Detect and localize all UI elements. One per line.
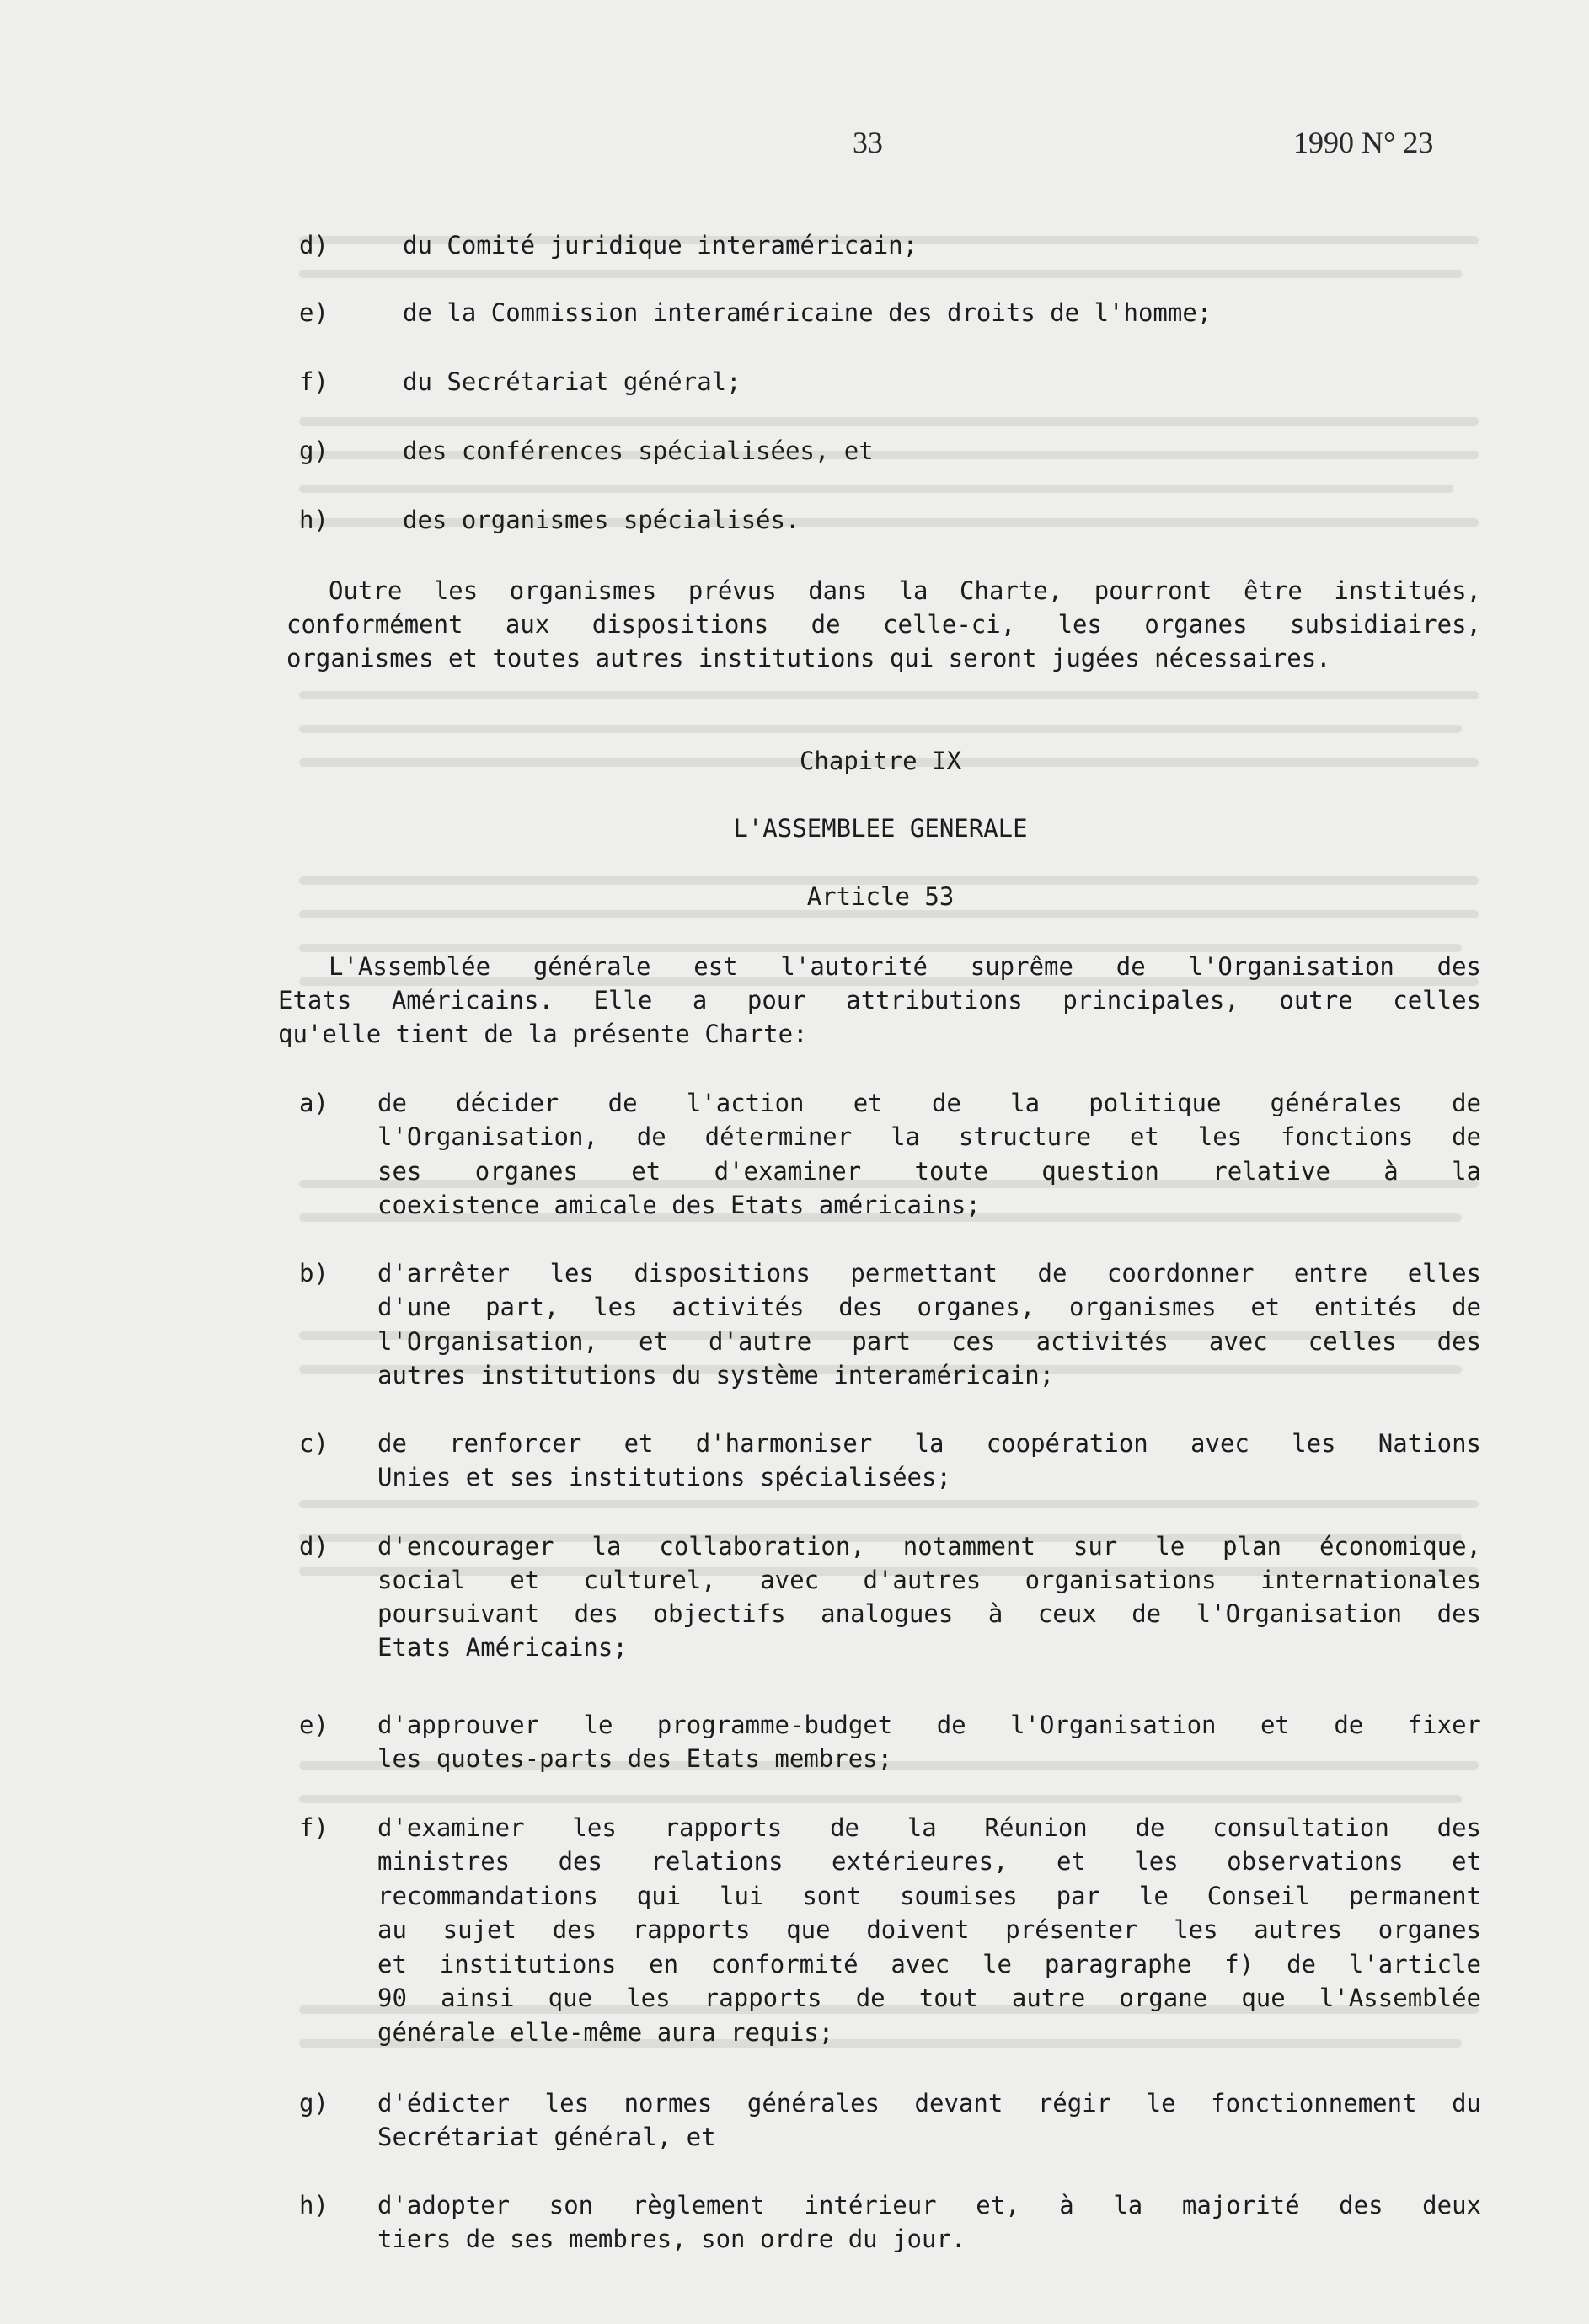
item-line: d'approuver le programme-budget de l'Organisation et de fixer	[377, 1711, 1481, 1739]
item-line: d'examiner les rapports de la Réunion de consultation des	[377, 1813, 1481, 1842]
item-line: recommandations qui lui sont soumises par le Conseil permanent	[377, 1882, 1481, 1910]
item-line: ses organes et d'examiner toute question relative à la	[377, 1157, 1481, 1186]
chapter-title: L'ASSEMBLEE GENERALE	[733, 814, 1028, 843]
item-line: d'une part, les activités des organes, organismes et entités de	[377, 1293, 1481, 1321]
item-label: b)	[299, 1259, 329, 1288]
item-label: f)	[299, 1813, 329, 1842]
chapter-number: Chapitre IX	[799, 747, 962, 775]
item-line: de renforcer et d'harmoniser la coopération avec les Nations	[377, 1429, 1481, 1458]
item-line: Secrétariat général, et	[377, 2123, 716, 2151]
item-line: autres institutions du système interaméricain;	[377, 1361, 1055, 1390]
list-label: g)	[299, 436, 329, 465]
item-label: a)	[299, 1089, 329, 1117]
article-heading: Article 53	[806, 882, 955, 911]
list-label: h)	[299, 506, 329, 534]
list-item-text: des conférences spécialisées, et	[403, 436, 874, 465]
item-line: 90 ainsi que les rapports de tout autre organe que l'Assemblée	[377, 1984, 1481, 2012]
item-line: et institutions en conformité avec le paragraphe f) de l'article	[377, 1950, 1481, 1979]
item-label: c)	[299, 1429, 329, 1458]
item-line: poursuivant des objectifs analogues à ceux de l'Organisation des	[377, 1599, 1481, 1628]
item-line: au sujet des rapports que doivent présenter les autres organes	[377, 1915, 1481, 1944]
item-label: d)	[299, 1532, 329, 1561]
item-label: h)	[299, 2191, 329, 2220]
item-line: Unies et ses institutions spécialisées;	[377, 1463, 951, 1491]
paragraph-line: qu'elle tient de la présente Charte:	[278, 1020, 808, 1048]
item-line: Etats Américains;	[377, 1633, 628, 1662]
item-line: coexistence amicale des Etats américains;	[377, 1191, 981, 1219]
item-line: social et culturel, avec d'autres organisations internationales	[377, 1566, 1481, 1594]
item-line: générale elle-même aura requis;	[377, 2018, 834, 2047]
item-line: les quotes-parts des Etats membres;	[377, 1744, 893, 1773]
item-line: d'adopter son règlement intérieur et, à la majorité des deux	[377, 2191, 1481, 2220]
list-label: d)	[299, 231, 329, 260]
item-line: ministres des relations extérieures, et les observations et	[377, 1847, 1481, 1876]
item-line: tiers de ses membres, son ordre du jour.	[377, 2225, 966, 2253]
paragraph-line: organismes et toutes autres institutions qui seront jugées nécessaires.	[286, 644, 1331, 672]
list-label: e)	[299, 298, 329, 327]
item-line: d'encourager la collaboration, notamment sur le plan économique,	[377, 1532, 1481, 1561]
list-item-text: de la Commission interaméricaine des droits de l'homme;	[403, 298, 1212, 327]
list-item-text: du Secrétariat général;	[403, 367, 741, 396]
item-line: d'arrêter les dispositions permettant de coordonner entre elles	[377, 1259, 1481, 1288]
document-reference: 1990 N° 23	[1293, 126, 1434, 159]
list-item-text: du Comité juridique interaméricain;	[403, 231, 918, 260]
paragraph-line: Etats Américains. Elle a pour attributions principales, outre celles	[278, 986, 1481, 1015]
list-label: f)	[299, 367, 329, 396]
item-label: e)	[299, 1711, 329, 1739]
item-line: l'Organisation, de déterminer la structure et les fonctions de	[377, 1122, 1481, 1151]
list-item-text: des organismes spécialisés.	[403, 506, 800, 534]
paragraph-line: Outre les organismes prévus dans la Charte, pourront être institués,	[329, 576, 1481, 605]
item-line: l'Organisation, et d'autre part ces activités avec celles des	[377, 1327, 1481, 1356]
item-label: g)	[299, 2089, 329, 2118]
item-line: d'édicter les normes générales devant régir le fonctionnement du	[377, 2089, 1481, 2118]
paragraph-line: L'Assemblée générale est l'autorité suprême de l'Organisation des	[329, 952, 1481, 981]
paragraph-line: conformément aux dispositions de celle-ci, les organes subsidiaires,	[286, 610, 1481, 639]
item-line: de décider de l'action et de la politique générales de	[377, 1089, 1481, 1117]
page-number: 33	[853, 126, 883, 159]
